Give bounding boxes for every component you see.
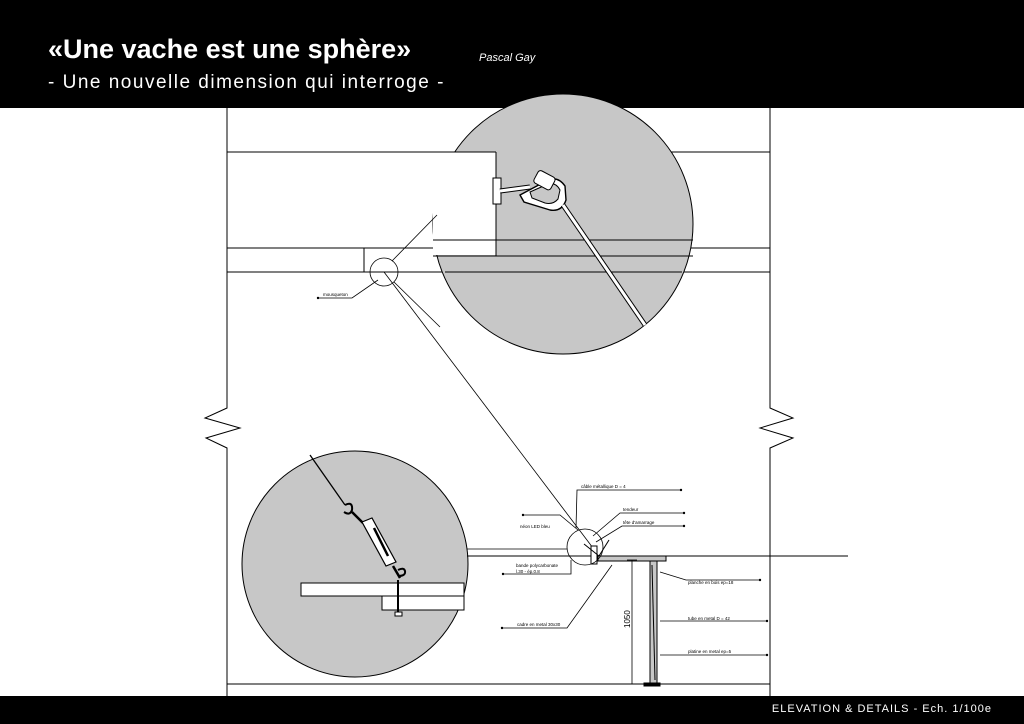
label-cadre: cadre en metal 30x30 bbox=[517, 622, 561, 627]
label-tendeur: tendeur bbox=[623, 507, 639, 512]
author-name: Pascal Gay bbox=[479, 52, 536, 64]
label-planche: planche en bois ep=18 bbox=[688, 580, 734, 585]
dimension-height: 1050 bbox=[623, 610, 632, 628]
right-wall bbox=[760, 108, 793, 696]
left-wall bbox=[205, 108, 240, 696]
detail-tendeur bbox=[242, 451, 468, 677]
label-neon: néon LED bleu bbox=[520, 524, 550, 529]
label-platine: platine en metal ep=5 bbox=[688, 649, 732, 654]
page-subtitle: - Une nouvelle dimension qui interroge - bbox=[48, 72, 445, 93]
label-mousqueton: mousqueton bbox=[323, 292, 348, 297]
detail-mousqueton bbox=[433, 94, 693, 354]
label-tube: tube en metal D = 42 bbox=[688, 616, 730, 621]
label-bande-2: l.30 - ép.0.8 bbox=[516, 569, 540, 574]
label-tete-amarrage: tête d'amarrage bbox=[623, 520, 655, 525]
page-title: «Une vache est une sphère» bbox=[48, 34, 412, 64]
label-cable: câble métallique D = 4 bbox=[581, 484, 626, 489]
footer-bar bbox=[0, 696, 1024, 724]
scale-label: ELEVATION & DETAILS - Ech. 1/100e bbox=[771, 703, 992, 715]
label-bande-1: bande polycarbonate bbox=[516, 563, 559, 568]
